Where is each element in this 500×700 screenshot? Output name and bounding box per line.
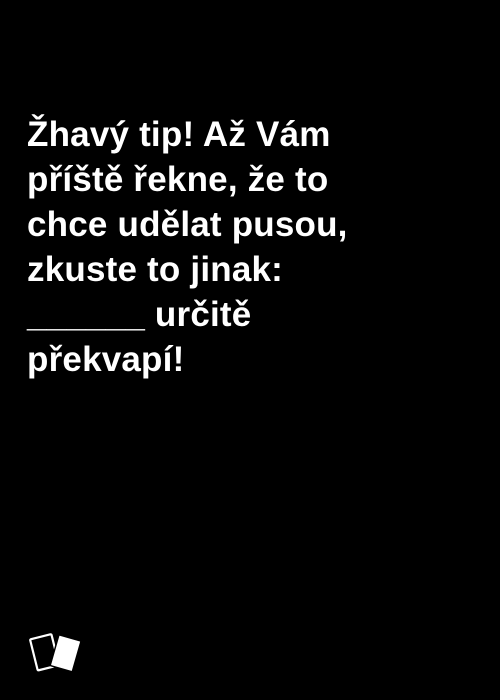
card-text-line-4: zkuste to jinak:	[27, 250, 284, 289]
card-prompt-text	[27, 112, 467, 382]
card-text-line-2: příště řekne, že to	[27, 160, 329, 199]
card-text-line-1: Žhavý tip! Až Vám	[27, 115, 331, 154]
card-text-line-5: ______ určitě	[27, 295, 252, 334]
card-text-line-3: chce udělat pusou,	[27, 205, 348, 244]
cards-icon	[28, 630, 92, 676]
card-text-line-6: překvapí!	[27, 340, 185, 379]
